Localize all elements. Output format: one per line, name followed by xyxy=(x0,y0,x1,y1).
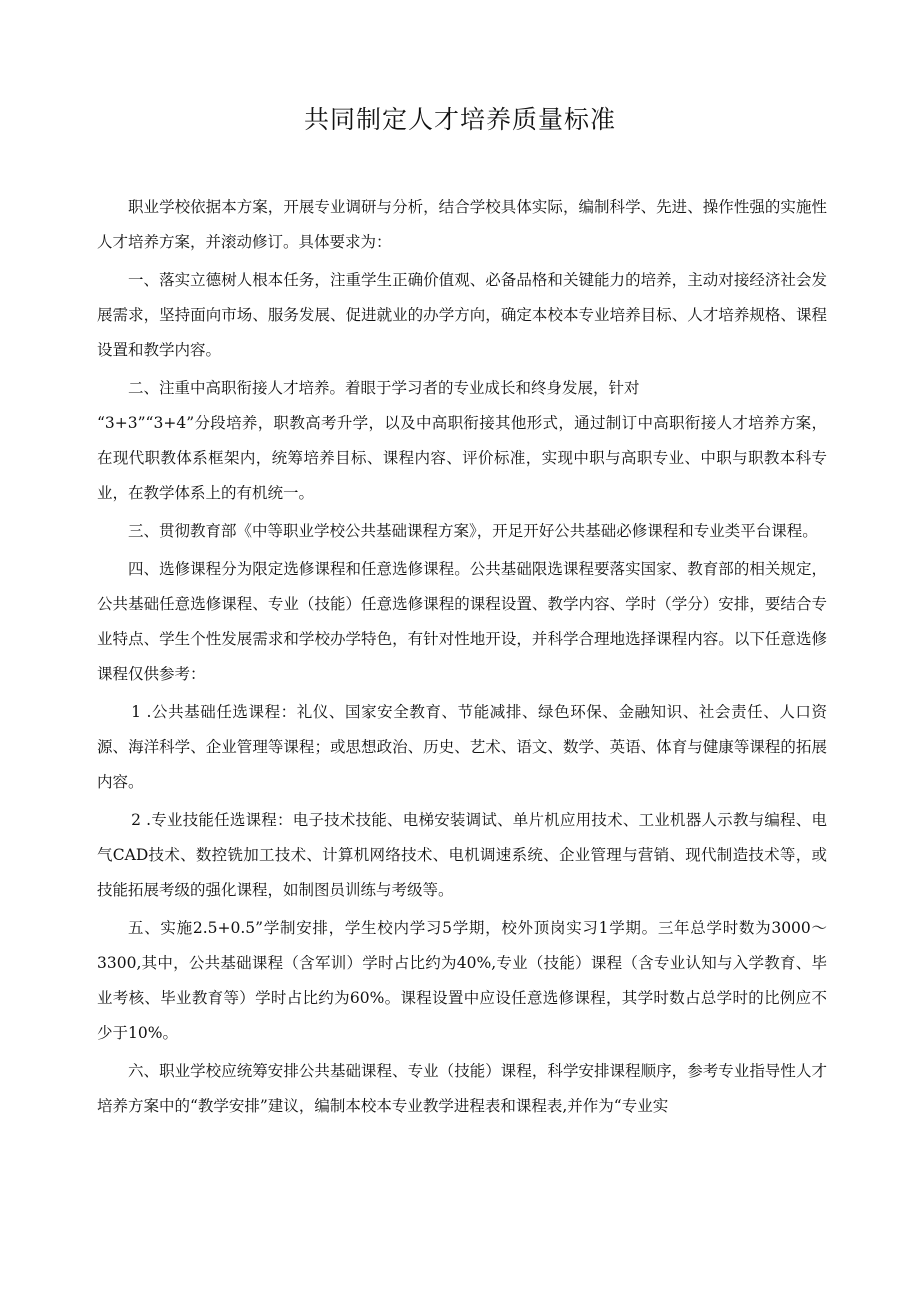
paragraph-item-2-continued: “3+3”“3+4”分段培养，职教高考升学，以及中高职衔接其他形式，通过制订中高职衔接人才培养方案，在现代职教体系框架内，统筹培养目标、课程内容、评价标准，实现中职与高职专业、中职与职教本科专业，在教学体系上的有机统一。 xyxy=(97,414,827,502)
paragraph-item-2: 二、注重中高职衔接人才培养。着眼于学习者的专业成长和终身发展，针对 xyxy=(128,379,640,397)
document-body xyxy=(97,190,827,1127)
paragraph-intro: 职业学校依据本方案，开展专业调研与分析，结合学校具体实际，编制科学、先进、操作性强的实施性人才培养方案，并滚动修订。具体要求为： xyxy=(97,198,827,251)
paragraph-item-5: 五、实施2.5+0.5”学制安排，学生校内学习5学期，校外顶岗实习1学期。三年总学时数为3000～3300,其中，公共基础课程（含军训）学时占比约为40%,专业（技能）课程（含专业认知与入学教育、毕业考核、毕业教育等）学时占比约为60%。课程设置中应设任意选修课程，其学时数占总学时的比例应不少于10%。 xyxy=(97,919,827,1042)
paragraph-subitem-1: 1 .公共基础任选课程：礼仪、国家安全教育、节能减排、绿色环保、金融知识、社会责任、人口资源、海洋科学、企业管理等课程；或思想政治、历史、艺术、语文、数学、英语、体育与健康等课程的拓展内容。 xyxy=(97,703,828,791)
paragraph-item-3: 三、贯彻教育部《中等职业学校公共基础课程方案》，开足开好公共基础必修课程和专业类平台课程。 xyxy=(128,522,818,540)
paragraph-item-6: 六、职业学校应统筹安排公共基础课程、专业（技能）课程，科学安排课程顺序，参考专业指导性人才培养方案中的“教学安排”建议，编制本校本专业教学进程表和课程表,并作为“专业实 xyxy=(97,1062,827,1115)
paragraph-item-1: 一、落实立德树人根本任务，注重学生正确价值观、必备品格和关键能力的培养，主动对接经济社会发展需求，坚持面向市场、服务发展、促进就业的办学方向，确定本校本专业培养目标、人才培养规格、课程设置和教学内容。 xyxy=(97,271,827,359)
paragraph-item-4: 四、选修课程分为限定选修课程和任意选修课程。公共基础限选课程要落实国家、教育部的相关规定，公共基础任意选修课程、专业（技能）任意选修课程的课程设置、教学内容、学时（学分）安排，要结合专业特点、学生个性发展需求和学校办学特色，有针对性地开设，并科学合理地选择课程内容。以下任意选修课程仅供参考： xyxy=(97,560,827,683)
document-title: 共同制定人才培养质量标准 xyxy=(303,105,616,134)
paragraph-subitem-2: 2 .专业技能任选课程：电子技术技能、电梯安装调试、单片机应用技术、工业机器人示教与编程、电气CAD技术、数控铣加工技术、计算机网络技术、电机调速系统、企业管理与营销、现代制造技术等，或技能拓展考级的强化课程，如制图员训练与考级等。 xyxy=(97,811,827,899)
